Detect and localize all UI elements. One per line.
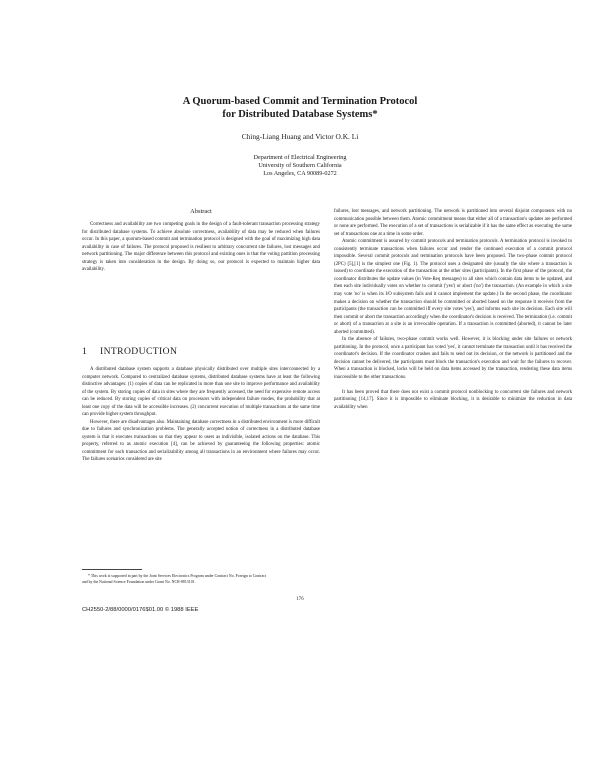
copyright-notice: CH2550-2/88/0000/0176$01.00 © 1988 IEEE [82, 607, 199, 613]
affiliation-university: University of Southern California [258, 162, 342, 170]
footnote [82, 573, 272, 585]
affiliation-department: Department of Electrical Engineering [253, 154, 347, 161]
abstract-text: Correctness and availability are two competing goals in the design of a fault-tolerant transaction processing strategy for distributed database systems. To achieve absolute correctness, availability of data may be reduced when failures occur. In this paper, a quorum-based commit and termination protocol is designed with the goal of maximizing high data availability in case of failures. The protocol proposed is resilient to arbitrary concurrent site failures, lost messages and network partitioning. The major difference between this protocol and existing ones is that the voting partition processing strategy is taken into consideration in the design. By doing so, our protocol is expected to maintain higher data availability. [82, 222, 320, 273]
affiliation [0, 154, 600, 179]
right-column [334, 208, 572, 411]
right-paragraph: Atomic commitment is assured by commit protocols and termination protocols. A termination protocol is invoked to consistently terminate transactions when failures occur and render the continued execution of a commit protocol impossible. Several commit protocols and termination protocols have been proposed. The two-phase commit protocol (2PC) [5],[1] is the simplest one (Fig. 1). The protocol uses a designated site (usually the site where a transaction is issued) to coordinate the execution of the transaction at the other sites (participants). In the first phase of the protocol, the coordinator distributes the update values (in Vote-Req messages) to all sites which contain data items to be updated, and then each site individually votes on whether to commit ('yes') or abort ('no') the transaction. (An example in which a site may vote 'no' is when its I/O subsystem fails and it cannot implement the update.) In the second phase, the coordinator makes a decision on whether the transaction should be committed or aborted based on the response it receives from the participants (the transaction can be committed iff every site votes 'yes'), and informs each site its decision. Each site will then commit or abort the transaction accordingly when the coordinator's decision is received. The termination (i.e. commit or abort) of a transaction at a site is an irrevocable operation. If a transaction is committed (aborted), it cannot be later aborted (committed). [334, 239, 572, 335]
right-paragraph: It has been proved that there does not exist a commit protocol nonblocking to concurrent site failures and network partitioning [14,17]. Since it is impossible to eliminate blocking, it is desirable to minimize the reduction in data availability when [334, 389, 572, 410]
abstract-heading: Abstract [190, 208, 212, 215]
section-heading-introduction [82, 346, 320, 358]
affiliation-address: Los Angeles, CA 90089-0272 [263, 170, 337, 178]
authors: Ching-Liang Huang and Victor O.K. Li [241, 132, 359, 141]
footnote-text: * This work is supported in part by the Joint Services Electronics Program under Contract No. Foreign to Contract and by the National Science Foundation under Grant No. NCR-8813101. [82, 574, 267, 585]
paper-title-line-1: A Quorum-based Commit and Termination Protocol [182, 96, 418, 107]
paper-title-line-2: for Distributed Database Systems* [222, 109, 378, 120]
footnote-divider [82, 569, 142, 570]
intro-paragraph: However, there are disadvantages also. Maintaining database correctness in a distributed environment is more difficult due to failures and synchronization problems. The generally accepted notion of correctness in a distributed database system is that it executes transactions so that they appear to users as indivisible, isolated actions on the database. This property, referred to as atomic execution [4], can be achieved by guaranteeing the following properties: atomic commitment for each transaction and serializability among all transactions in an environment where failures may occur. The failures scenarios considered are site [82, 419, 320, 462]
intro-paragraph: A distributed database system supports a database physically distributed over multiple sites interconnected by a computer network. Compared to centralized database systems, distributed database systems have at least the following distinctive advantages: (1) copies of data can be replicated in more than one site to improve performance and availability of the system. By storing copies of data in sites where they are frequently accessed, the need for expensive remote access can be reduced. By storing copies of critical data on processors with independent failure modes, the probability that at least one copy of the data will be accessible increases. (2) concurrent execution of multiple transactions at the same time can provide higher system throughput. [82, 367, 320, 417]
section-title: INTRODUCTION [100, 346, 178, 357]
right-paragraph: In the absence of failures, two-phase commit works well. However, it is blocking under site failures or network partitioning. In the protocol, once a participant has voted 'yes', it cannot terminate the transaction until it has received the coordinator's decision. If the coordinator crashes and fails to send out its decision, or the network is partitioned and the decision cannot be delivered, the participants must block the transaction's execution and wait for the failures to recover. When a transaction is blocked, locks will be held on data items accessed by the transaction, rendering these data items inaccessible to the other transactions. [334, 337, 572, 381]
section-number: 1 [82, 346, 88, 357]
page-number: 176 [296, 597, 304, 602]
right-paragraph: failures, lost messages, and network partitioning. The network is partitioned into several disjoint components with no communication possible between them. Atomic commitment means that either all of a transaction's updates are performed or none are performed. The execution of a set of transactions is serializable if it has the same effect as executing the same set of transactions one at a time in some order. [334, 209, 572, 237]
introduction-body [82, 366, 320, 464]
abstract-body [82, 221, 320, 274]
